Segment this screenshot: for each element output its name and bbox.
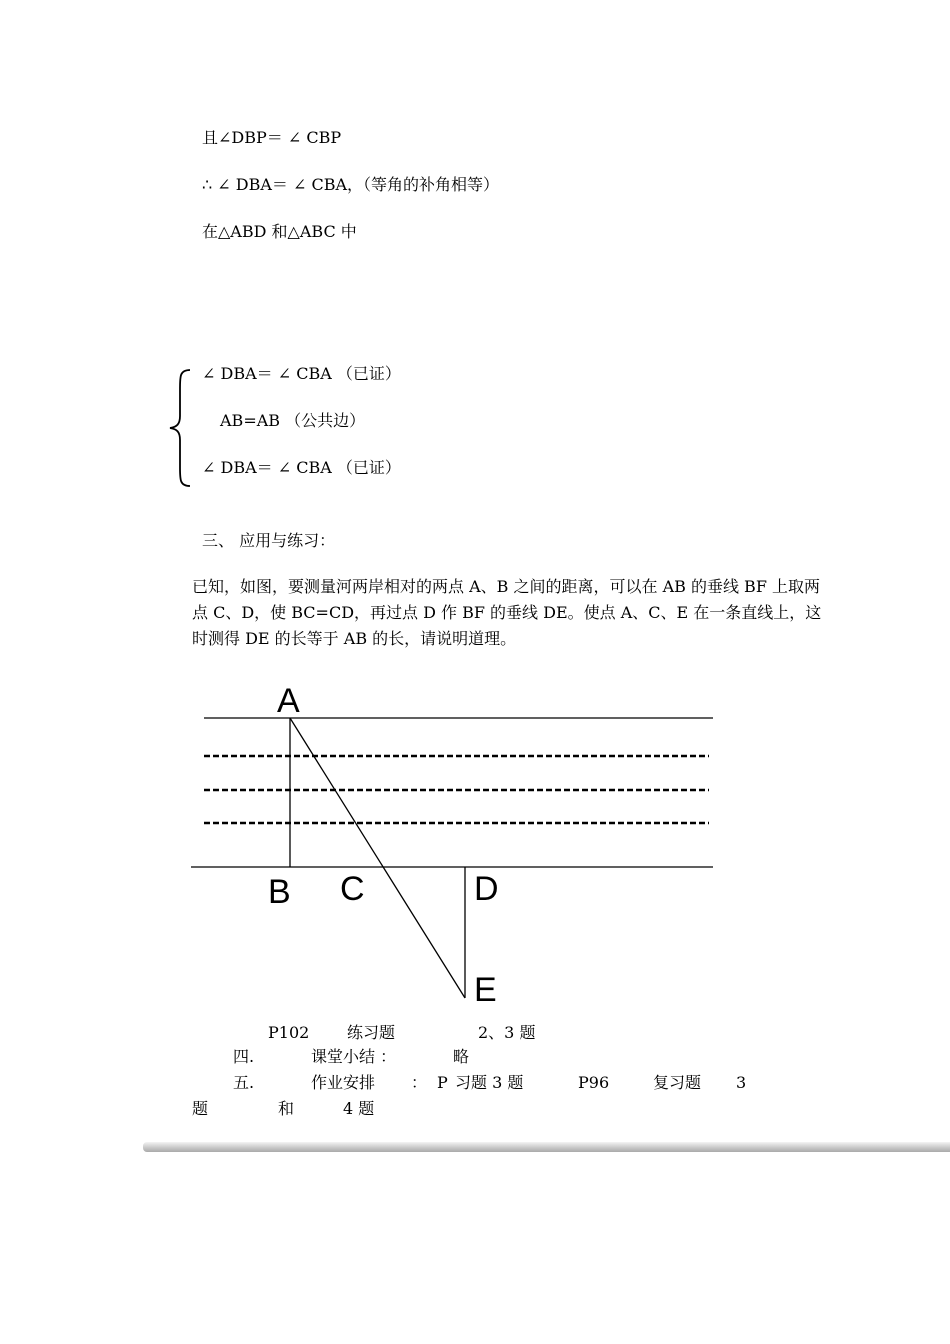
section-5-review: 复习题: [653, 1073, 702, 1092]
river-diagram: [185, 678, 725, 1018]
section-5-p: P: [437, 1073, 448, 1092]
section-5-num: 3: [736, 1073, 747, 1092]
page-bottom-divider: [143, 1142, 950, 1152]
brace-item-2: AB=AB （公共边）: [220, 411, 366, 430]
section-5-homework-2: 4 题: [343, 1099, 375, 1118]
proof-line-2: ∴ ∠ DBA＝ ∠ CBA，（等角的补角相等）: [202, 175, 500, 194]
section-5-page: P96: [578, 1073, 610, 1092]
exercise-items: 2、3 题: [478, 1023, 536, 1042]
exercise-title: 练习题: [347, 1023, 396, 1042]
section-5-number: 五.: [233, 1073, 255, 1092]
section-5-colon: ：: [411, 1073, 428, 1092]
section-5-continuation: 题: [192, 1099, 209, 1118]
section-5-and: 和: [278, 1099, 295, 1118]
curly-brace-icon: [166, 366, 194, 490]
label-d: D: [474, 870, 499, 908]
proof-line-3: 在△ABD 和△ABC 中: [202, 222, 357, 241]
exercise-page: P102: [268, 1023, 310, 1042]
section-5-homework-1: 习题 3 题: [455, 1073, 524, 1092]
label-a: A: [277, 682, 300, 720]
section-4-content: 略: [453, 1047, 470, 1066]
segment-ae: [290, 718, 465, 998]
problem-statement: 已知，如图，要测量河两岸相对的两点 A、B 之间的距离，可以在 AB 的垂线 BF 上取两点 C、D，使 BC=CD，再过点 D 作 BF 的垂线 DE。使点 A、C、E 在一条直线上，这时测得 DE 的长等于 AB 的长，请说明道理。: [192, 577, 822, 648]
label-c: C: [340, 870, 365, 908]
section-4-title: 课堂小结 ：: [311, 1047, 397, 1066]
label-b: B: [268, 873, 291, 911]
section-5-title: 作业安排: [311, 1073, 376, 1092]
section-4-number: 四.: [233, 1047, 255, 1066]
label-e: E: [474, 971, 497, 1009]
section-3-heading: 三、 应用与练习：: [202, 531, 336, 550]
brace-item-1: ∠ DBA＝ ∠ CBA （已证）: [202, 364, 401, 383]
brace-item-3: ∠ DBA＝ ∠ CBA （已证）: [202, 458, 401, 477]
proof-line-1: 且∠DBP＝ ∠ CBP: [202, 128, 342, 147]
